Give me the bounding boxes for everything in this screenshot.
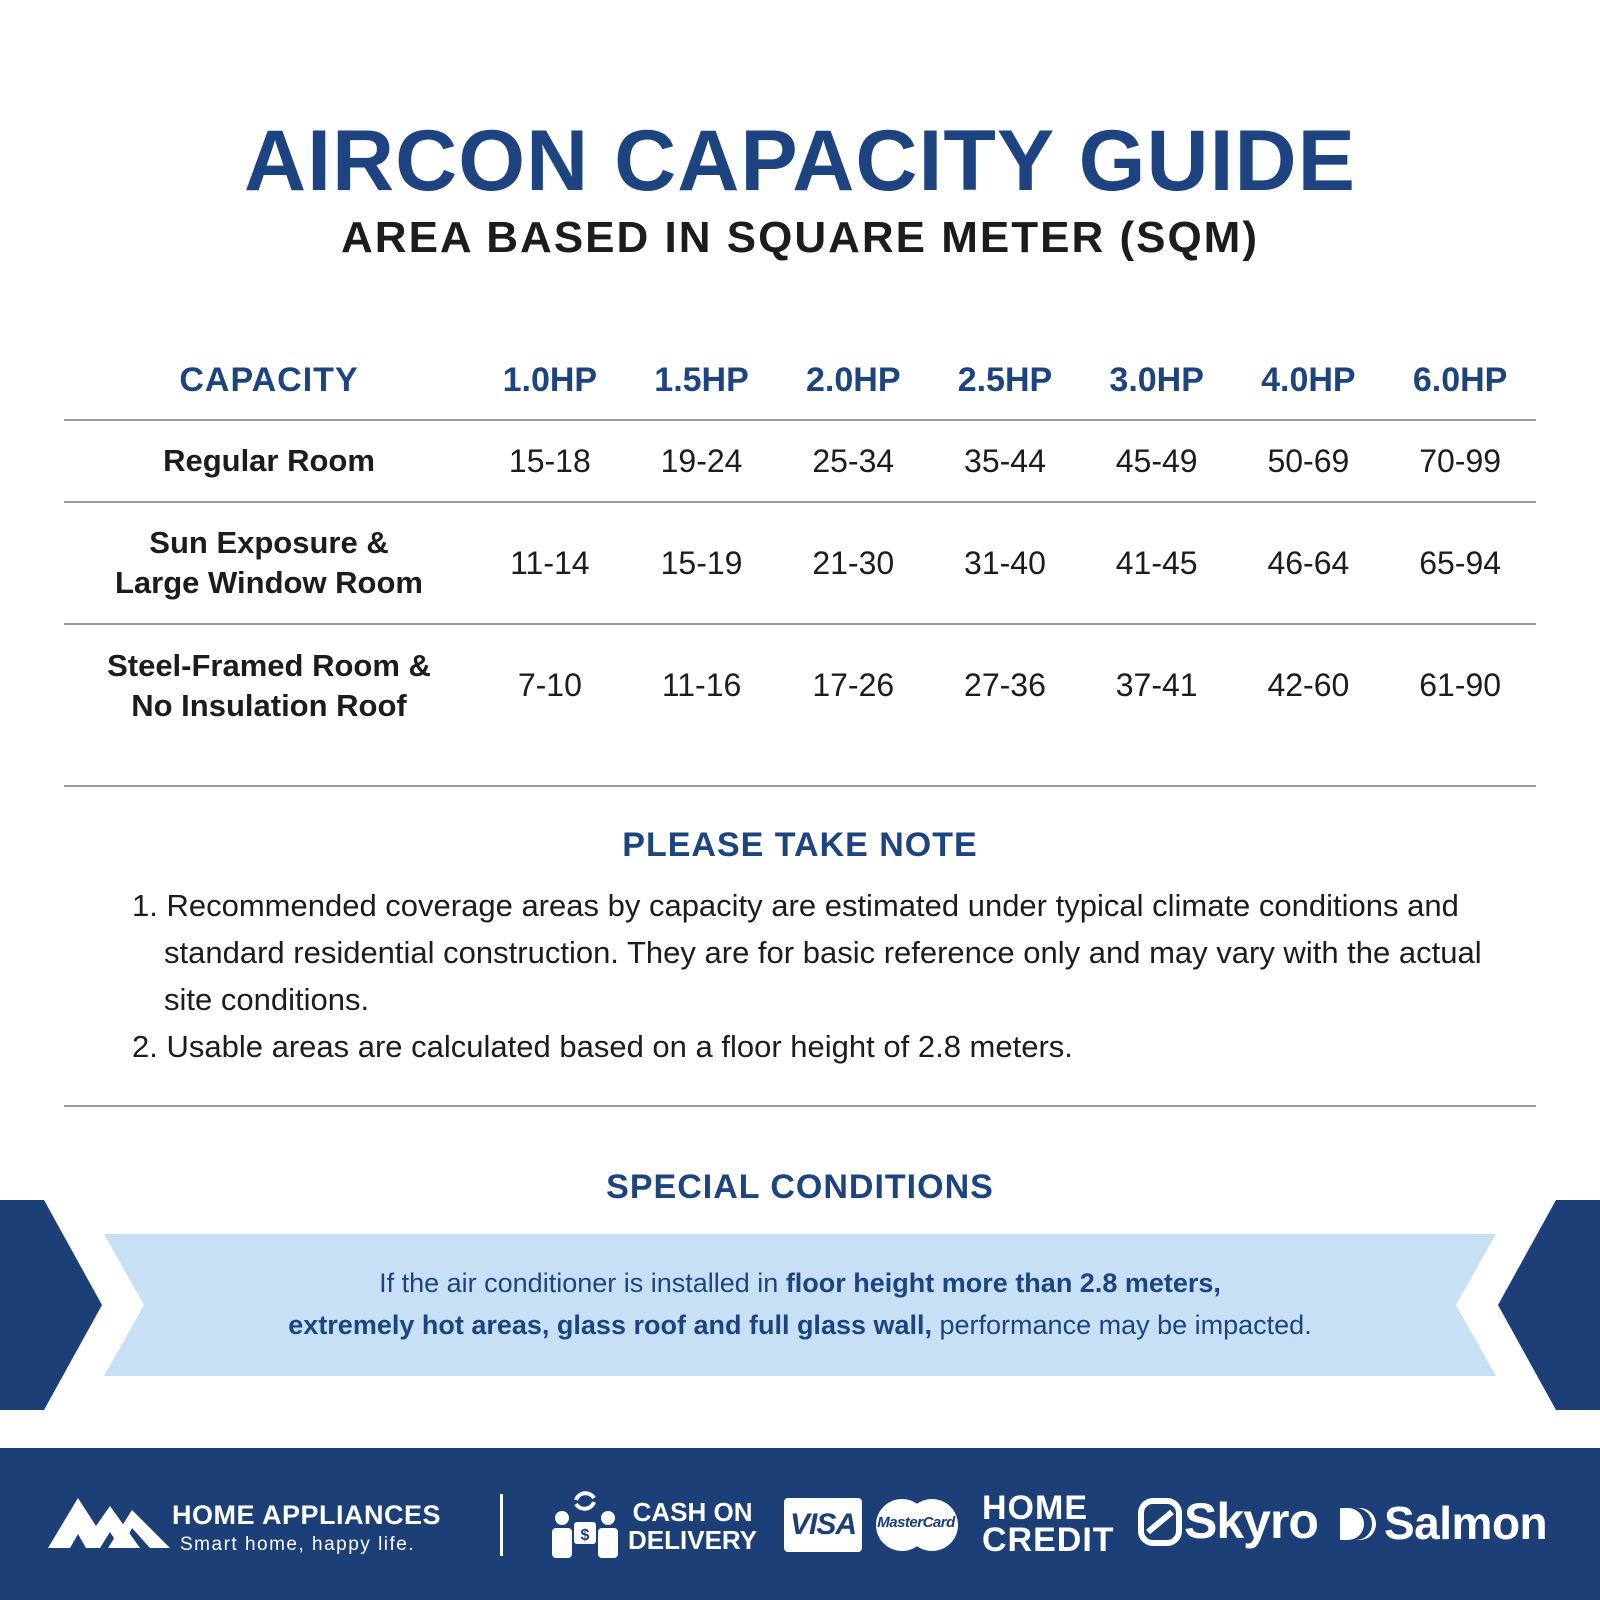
row-label	[64, 624, 474, 746]
table-cell: 11-16	[661, 667, 742, 703]
visa-text: VISA	[789, 1508, 857, 1541]
column-header: 1.0HP	[474, 338, 626, 420]
column-header: 2.5HP	[929, 338, 1081, 420]
table-cell: 15-19	[626, 502, 778, 624]
row-label	[64, 502, 474, 624]
table-cell: 27-36	[964, 667, 1046, 703]
home-credit-line: CREDIT	[982, 1521, 1115, 1559]
table-cell: 42-60	[1267, 667, 1350, 703]
table-cell: 50-69	[1233, 420, 1385, 502]
table-cell: 17-26	[812, 667, 895, 703]
note-item: 1. Recommended coverage areas by capacity are estimated under typical climate conditions and standard residential construction. They are for basic reference only and may vary with the actual site conditions.	[132, 888, 1482, 1017]
footer-separator	[500, 1494, 503, 1556]
special-text-part: If the air conditioner is installed in	[379, 1268, 786, 1298]
row-label	[64, 420, 474, 502]
table-cell: 35-44	[929, 420, 1081, 502]
table-cell: 65-94	[1384, 502, 1536, 624]
column-header: 2.0HP	[777, 338, 929, 420]
column-header: 4.0HP	[1233, 338, 1385, 420]
salmon-logo-text: Salmon	[1384, 1497, 1548, 1549]
table-cell: 70-99	[1384, 420, 1536, 502]
ribbon-right-tail	[1498, 1200, 1600, 1410]
table-cell: 45-49	[1081, 420, 1233, 502]
note-list	[132, 882, 1502, 1070]
footer	[0, 1448, 1600, 1600]
home-credit-logo	[982, 1489, 1115, 1559]
brand-name: HOME APPLIANCES	[172, 1500, 442, 1530]
table-cell: 11-14	[474, 502, 626, 624]
table-cell: 61-90	[1419, 667, 1502, 703]
table-cell: 31-40	[929, 502, 1081, 624]
svg-text:$: $	[580, 1527, 590, 1544]
ribbon-left-tail	[0, 1200, 102, 1410]
special-text-bold: extremely hot areas, glass roof and full glass wall,	[288, 1310, 933, 1340]
table-cell: 37-41	[1115, 667, 1198, 703]
cod-line: CASH ON	[632, 1497, 753, 1527]
column-header: 1.5HP	[626, 338, 778, 420]
cod-line: DELIVERY	[628, 1525, 758, 1555]
table-header-row	[64, 338, 1536, 420]
table-cell: 21-30	[777, 502, 929, 624]
visa-logo	[784, 1498, 862, 1552]
row-label-line: Regular Room	[163, 443, 375, 478]
column-header: 3.0HP	[1081, 338, 1233, 420]
capacity-table	[64, 338, 1536, 746]
section-divider	[64, 785, 1536, 787]
row-label-line: No Insulation Roof	[131, 687, 407, 723]
mastercard-text: MasterCard	[877, 1514, 955, 1531]
note-title: PLEASE TAKE NOTE	[622, 826, 978, 864]
table-row	[64, 502, 1536, 624]
skyro-logo-text: Skyro	[1184, 1493, 1318, 1549]
table-row	[64, 624, 1536, 746]
special-text-part: performance may be impacted.	[932, 1310, 1312, 1340]
table-cell: 25-34	[777, 420, 929, 502]
row-label-line: Steel-Framed Room &	[107, 647, 431, 683]
skyro-icon	[1138, 1498, 1182, 1546]
salmon-icon	[1338, 1504, 1378, 1544]
special-text-bold: floor height more than 2.8 meters,	[785, 1268, 1221, 1298]
table-cell: 41-45	[1081, 502, 1233, 624]
table-row	[64, 420, 1536, 502]
special-conditions-title: SPECIAL CONDITIONS	[606, 1168, 994, 1206]
table-cell: 46-64	[1233, 502, 1385, 624]
page-title: AIRCON CAPACITY GUIDE	[244, 113, 1356, 209]
table-cell: 7-10	[517, 667, 582, 703]
brand-tagline: Smart home, happy life.	[180, 1534, 416, 1555]
column-header: 6.0HP	[1384, 338, 1536, 420]
special-conditions-text	[140, 1262, 1460, 1346]
capacity-header: CAPACITY	[64, 338, 474, 420]
page-subtitle: AREA BASED IN SQUARE METER (SQM)	[341, 213, 1259, 262]
table-cell: 15-18	[474, 420, 626, 502]
home-appliances-logo-icon	[48, 1492, 170, 1552]
cash-on-delivery-icon	[550, 1488, 620, 1562]
note-item: 2. Usable areas are calculated based on a floor height of 2.8 meters.	[132, 1029, 1073, 1064]
home-credit-line: HOME	[982, 1489, 1088, 1527]
cash-on-delivery-label	[628, 1498, 757, 1554]
row-label-line: Sun Exposure &	[149, 525, 389, 560]
section-divider	[64, 1105, 1536, 1107]
row-label-line: Large Window Room	[115, 565, 423, 600]
table-cell: 19-24	[626, 420, 778, 502]
